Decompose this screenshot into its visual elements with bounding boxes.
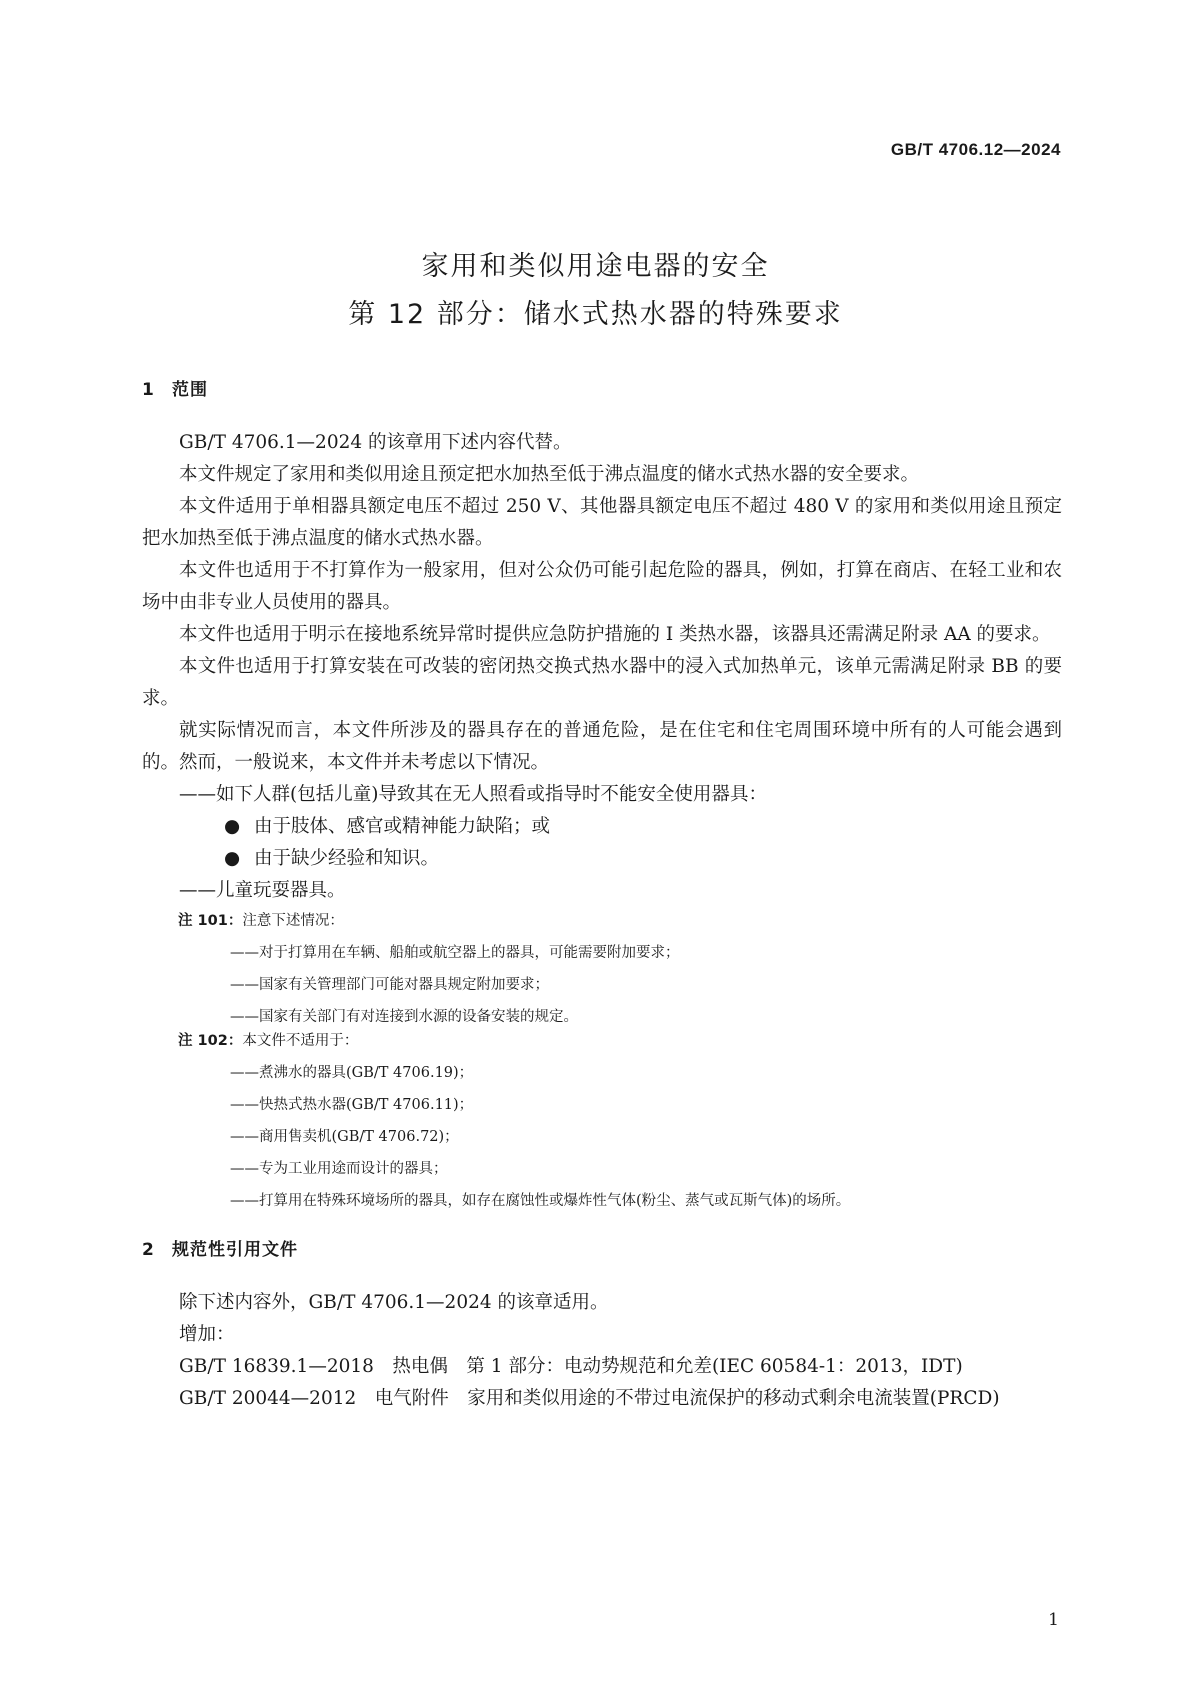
section-2-body bbox=[142, 1287, 1062, 1415]
note-item: ——煮沸水的器具(GB/T 4706.19)； bbox=[230, 1065, 474, 1081]
paragraph: GB/T 4706.1—2024 的该章用下述内容代替。 bbox=[179, 432, 572, 453]
standard-code: GB/T 4706.12—2024 bbox=[890, 140, 1061, 159]
reference-item: GB/T 16839.1—2018 热电偶 第 1 部分：电动势规范和允差(IEC 60584-1：2013，IDT) bbox=[179, 1356, 963, 1377]
paragraph: 就实际情况而言，本文件所涉及的器具存在的普通危险，是在住宅和住宅周围环境中所有的人可能会遇到的。然而，一般说来，本文件并未考虑以下情况。 bbox=[142, 720, 1062, 773]
paragraph: 本文件也适用于打算安装在可改装的密闭热交换式热水器中的浸入式加热单元，该单元需满足附录 BB 的要求。 bbox=[142, 656, 1062, 709]
bullet-item bbox=[142, 811, 1062, 843]
section-number: 2 bbox=[142, 1240, 155, 1260]
bullet-icon: ● bbox=[224, 848, 241, 869]
note-label: 注 102： bbox=[178, 1033, 243, 1049]
note-head bbox=[142, 1025, 1062, 1057]
note-item: ——打算用在特殊环境场所的器具，如存在腐蚀性或爆炸性气体(粉尘、蒸气或瓦斯气体)的场所。 bbox=[230, 1193, 851, 1209]
section-1-heading bbox=[142, 375, 208, 400]
paragraph: 本文件适用于单相器具额定电压不超过 250 V、其他器具额定电压不超过 480 V 的家用和类似用途且预定把水加热至低于沸点温度的储水式热水器。 bbox=[142, 496, 1062, 549]
paragraph: 增加： bbox=[179, 1324, 235, 1345]
section-title: 范围 bbox=[172, 380, 208, 400]
section-1-body bbox=[142, 427, 1062, 907]
paragraph: 除下述内容外，GB/T 4706.1—2024 的该章适用。 bbox=[179, 1292, 609, 1313]
note-item: ——专为工业用途而设计的器具； bbox=[230, 1161, 448, 1177]
note-item: ——国家有关部门有对连接到水源的设备安装的规定。 bbox=[230, 1009, 578, 1025]
document-title-line1: 家用和类似用途电器的安全 bbox=[421, 251, 770, 282]
note-label: 注 101： bbox=[178, 913, 243, 929]
note-intro: 注意下述情况： bbox=[242, 913, 344, 929]
bullet-text: 由于缺少经验和知识。 bbox=[254, 848, 440, 869]
note-head bbox=[142, 905, 1062, 937]
bullet-item bbox=[142, 843, 1062, 875]
document-title-line2: 第 12 部分：储水式热水器的特殊要求 bbox=[348, 299, 843, 330]
reference-item: GB/T 20044—2012 电气附件 家用和类似用途的不带过电流保护的移动式剩余电流装置(PRCD) bbox=[179, 1388, 1000, 1409]
paragraph: 本文件也适用于明示在接地系统异常时提供应急防护措施的 Ⅰ 类热水器，该器具还需满足附录 AA 的要求。 bbox=[179, 624, 1051, 645]
section-number: 1 bbox=[142, 380, 155, 400]
page-number: 1 bbox=[1048, 1610, 1059, 1630]
note-101 bbox=[142, 905, 1062, 1033]
paragraph: 本文件也适用于不打算作为一般家用，但对公众仍可能引起危险的器具，例如，打算在商店、在轻工业和农场中由非专业人员使用的器具。 bbox=[142, 560, 1062, 613]
bullet-icon: ● bbox=[224, 816, 241, 837]
paragraph: 本文件规定了家用和类似用途且预定把水加热至低于沸点温度的储水式热水器的安全要求。 bbox=[179, 464, 920, 485]
note-item: ——对于打算用在车辆、船舶或航空器上的器具，可能需要附加要求； bbox=[230, 945, 680, 961]
section-title: 规范性引用文件 bbox=[172, 1240, 298, 1260]
dash-item: ——如下人群(包括儿童)导致其在无人照看或指导时不能安全使用器具： bbox=[179, 784, 767, 805]
note-intro: 本文件不适用于： bbox=[242, 1033, 359, 1049]
dash-item: ——儿童玩耍器具。 bbox=[179, 880, 346, 901]
note-item: ——商用售卖机(GB/T 4706.72)； bbox=[230, 1129, 459, 1145]
note-102 bbox=[142, 1025, 1062, 1217]
section-2-heading bbox=[142, 1235, 298, 1260]
bullet-text: 由于肢体、感官或精神能力缺陷；或 bbox=[254, 816, 551, 837]
note-item: ——快热式热水器(GB/T 4706.11)； bbox=[230, 1097, 474, 1113]
note-item: ——国家有关管理部门可能对器具规定附加要求； bbox=[230, 977, 549, 993]
